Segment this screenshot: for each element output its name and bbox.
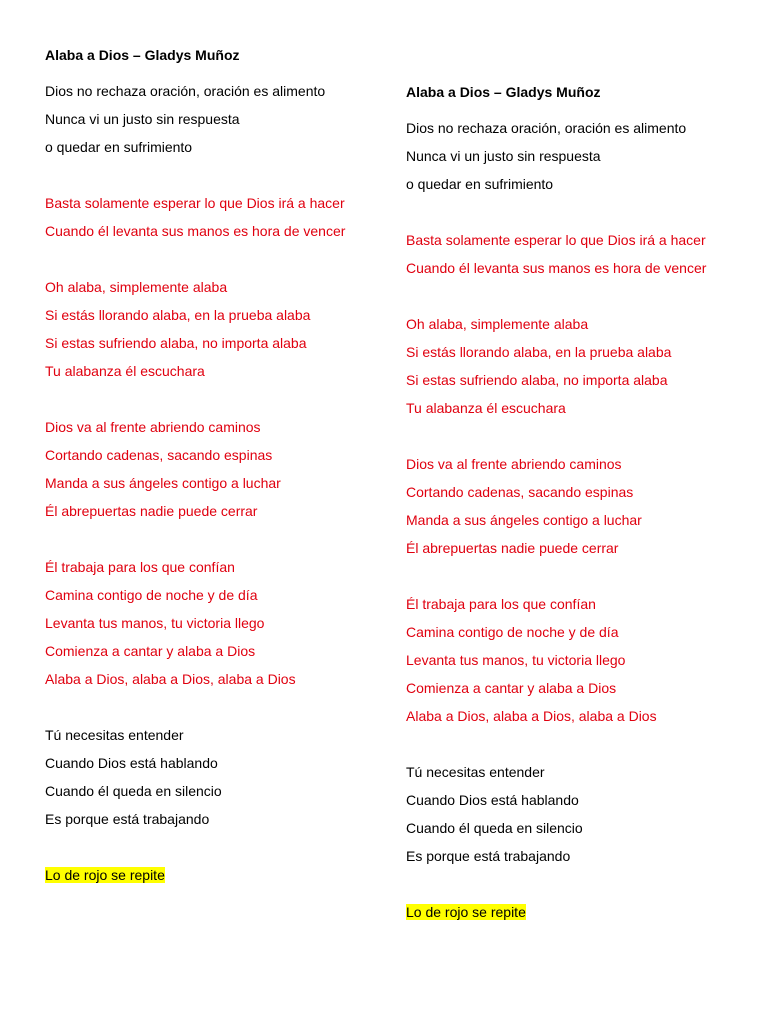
lyrics-column-left bbox=[45, 46, 361, 894]
lyric-line: Cuando él levanta sus manos es hora de vencer bbox=[406, 260, 707, 276]
lyric-line: Él abrepuertas nadie puede cerrar bbox=[406, 540, 619, 556]
stanza-verse-2 bbox=[406, 763, 722, 865]
stanza-chorus-1 bbox=[406, 315, 722, 417]
lyric-line: o quedar en sufrimiento bbox=[45, 139, 193, 155]
lyric-line: Cuando Dios está hablando bbox=[45, 755, 218, 771]
lyric-line: Nunca vi un justo sin respuesta bbox=[45, 111, 240, 127]
stanza-pre-chorus bbox=[45, 194, 361, 240]
lyric-line: Si estas sufriendo alaba, no importa alaba bbox=[406, 372, 668, 388]
stanza-gap bbox=[45, 250, 361, 278]
stanza-gap bbox=[45, 698, 361, 726]
song-title: Alaba a Dios – Gladys Muñoz bbox=[406, 84, 601, 100]
lyric-line: o quedar en sufrimiento bbox=[406, 176, 554, 192]
lyric-line: Si estas sufriendo alaba, no importa alaba bbox=[45, 335, 307, 351]
stanza-gap bbox=[45, 530, 361, 558]
stanza-gap bbox=[406, 427, 722, 455]
lyric-line: Comienza a cantar y alaba a Dios bbox=[406, 680, 617, 696]
lyric-line: Comienza a cantar y alaba a Dios bbox=[45, 643, 256, 659]
stanza-chorus-2 bbox=[45, 418, 361, 520]
lyric-line: Tú necesitas entender bbox=[406, 764, 545, 780]
stanza-gap bbox=[406, 875, 722, 903]
stanza-gap bbox=[45, 838, 361, 866]
lyric-line: Dios va al frente abriendo caminos bbox=[45, 419, 261, 435]
lyric-line: Alaba a Dios, alaba a Dios, alaba a Dios bbox=[45, 671, 296, 687]
lyric-line: Él trabaja para los que confían bbox=[45, 559, 235, 575]
lyric-line: Levanta tus manos, tu victoria llego bbox=[406, 652, 626, 668]
lyric-line: Levanta tus manos, tu victoria llego bbox=[45, 615, 265, 631]
stanza-verse-1 bbox=[45, 82, 361, 156]
lyric-line: Oh alaba, simplemente alaba bbox=[406, 316, 589, 332]
lyric-line: Manda a sus ángeles contigo a luchar bbox=[406, 512, 642, 528]
stanza-verse-1 bbox=[406, 119, 722, 193]
lyric-line: Basta solamente esperar lo que Dios irá a hacer bbox=[406, 232, 706, 248]
repeat-note-row bbox=[406, 903, 722, 921]
stanza-gap bbox=[406, 735, 722, 763]
lyric-line: Nunca vi un justo sin respuesta bbox=[406, 148, 601, 164]
repeat-note-highlight: Lo de rojo se repite bbox=[45, 867, 165, 883]
stanza-chorus-2 bbox=[406, 455, 722, 557]
lyric-line: Cortando cadenas, sacando espinas bbox=[406, 484, 634, 500]
lyric-line: Camina contigo de noche y de día bbox=[406, 624, 619, 640]
lyric-line: Cuando él queda en silencio bbox=[406, 820, 583, 836]
lyric-line: Es porque está trabajando bbox=[406, 848, 571, 864]
repeat-note-row bbox=[45, 866, 361, 884]
lyric-line: Tu alabanza él escuchara bbox=[45, 363, 205, 379]
lyric-line: Cuando él queda en silencio bbox=[45, 783, 222, 799]
lyric-line: Dios no rechaza oración, oración es alimento bbox=[406, 120, 687, 136]
repeat-note-highlight: Lo de rojo se repite bbox=[406, 904, 526, 920]
stanza-verse-2 bbox=[45, 726, 361, 828]
stanza-gap bbox=[406, 287, 722, 315]
lyric-line: Tú necesitas entender bbox=[45, 727, 184, 743]
lyrics-column-right bbox=[406, 83, 722, 931]
stanza-gap bbox=[45, 166, 361, 194]
stanza-chorus-1 bbox=[45, 278, 361, 380]
lyric-line: Si estás llorando alaba, en la prueba alaba bbox=[45, 307, 311, 323]
lyric-line: Dios va al frente abriendo caminos bbox=[406, 456, 622, 472]
stanza-gap bbox=[406, 203, 722, 231]
lyric-line: Basta solamente esperar lo que Dios irá a hacer bbox=[45, 195, 345, 211]
lyric-line: Él trabaja para los que confían bbox=[406, 596, 596, 612]
lyric-line: Cuando Dios está hablando bbox=[406, 792, 579, 808]
lyric-line: Cortando cadenas, sacando espinas bbox=[45, 447, 273, 463]
stanza-chorus-3 bbox=[45, 558, 361, 688]
stanza-gap bbox=[45, 390, 361, 418]
lyric-line: Es porque está trabajando bbox=[45, 811, 210, 827]
lyric-line: Oh alaba, simplemente alaba bbox=[45, 279, 228, 295]
stanza-pre-chorus bbox=[406, 231, 722, 277]
lyric-line: Él abrepuertas nadie puede cerrar bbox=[45, 503, 258, 519]
stanza-gap bbox=[406, 567, 722, 595]
lyric-line: Dios no rechaza oración, oración es alimento bbox=[45, 83, 326, 99]
lyric-line: Cuando él levanta sus manos es hora de vencer bbox=[45, 223, 346, 239]
song-title: Alaba a Dios – Gladys Muñoz bbox=[45, 47, 240, 63]
lyric-line: Alaba a Dios, alaba a Dios, alaba a Dios bbox=[406, 708, 657, 724]
lyric-line: Tu alabanza él escuchara bbox=[406, 400, 566, 416]
lyric-line: Camina contigo de noche y de día bbox=[45, 587, 258, 603]
lyric-line: Manda a sus ángeles contigo a luchar bbox=[45, 475, 281, 491]
lyric-line: Si estás llorando alaba, en la prueba alaba bbox=[406, 344, 672, 360]
stanza-chorus-3 bbox=[406, 595, 722, 725]
